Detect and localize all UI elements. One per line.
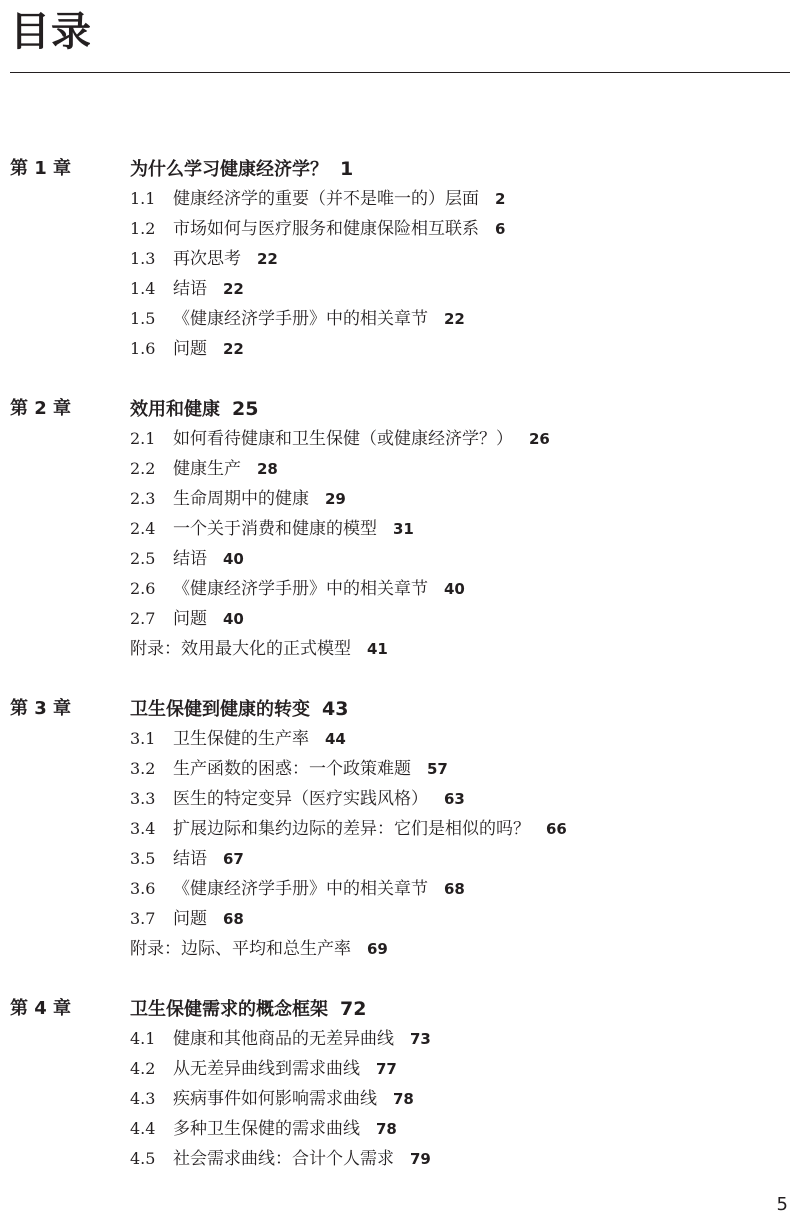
section-page-number: 78: [376, 1120, 397, 1138]
section-title: 社会需求曲线：合计个人需求: [173, 1149, 394, 1169]
section-number: 1.1: [130, 189, 156, 208]
section-title: 医生的特定变异（医疗实践风格）: [173, 789, 428, 809]
chapter-3: [0, 694, 800, 964]
section-list: [0, 724, 800, 964]
section-page-number: 22: [223, 340, 244, 358]
toc-entry[interactable]: [0, 724, 800, 754]
chapter-label: 第 3 章: [10, 698, 72, 719]
section-number: 3.1: [130, 729, 156, 748]
section-number: 4.3: [130, 1089, 156, 1108]
section-list: [0, 424, 800, 664]
page-title: 目录: [10, 9, 92, 55]
section-title-line: [173, 544, 244, 574]
section-number: 1.2: [130, 219, 156, 238]
section-number: 1.5: [130, 309, 156, 328]
chapter-page-number: 1: [340, 158, 354, 180]
toc-entry[interactable]: [0, 274, 800, 304]
section-list: [0, 184, 800, 364]
section-page-number: 22: [223, 280, 244, 298]
section-list: [0, 1024, 800, 1174]
section-number: 3.6: [130, 879, 156, 898]
section-title: 问题: [173, 609, 207, 629]
toc-entry[interactable]: [0, 1144, 800, 1174]
section-page-number: 40: [223, 610, 244, 628]
section-title: 生产函数的困惑：一个政策难题: [173, 759, 411, 779]
toc-entry[interactable]: [0, 424, 800, 454]
section-number: 4.2: [130, 1059, 156, 1078]
section-number: 4.5: [130, 1149, 156, 1168]
toc-entry[interactable]: [0, 904, 800, 934]
section-title-line: [173, 454, 278, 484]
section-number: 2.2: [130, 459, 156, 478]
chapter-title-line: [130, 994, 366, 1025]
chapter-heading[interactable]: [0, 154, 800, 184]
toc-entry[interactable]: [0, 214, 800, 244]
section-page-number: 57: [427, 760, 448, 778]
section-number: 1.6: [130, 339, 156, 358]
section-title: 生命周期中的健康: [173, 489, 309, 509]
section-title-line: [173, 424, 550, 454]
section-title: 一个关于消费和健康的模型: [173, 519, 377, 539]
section-title-line: [173, 484, 346, 514]
section-page-number: 68: [223, 910, 244, 928]
section-page-number: 6: [495, 220, 506, 238]
section-page-number: 40: [223, 550, 244, 568]
section-title: 卫生保健的生产率: [173, 729, 309, 749]
section-number: 2.7: [130, 609, 156, 628]
toc-appendix-entry[interactable]: [0, 934, 800, 964]
appendix-title-line: [130, 634, 388, 664]
toc-entry[interactable]: [0, 454, 800, 484]
section-title: 多种卫生保健的需求曲线: [173, 1119, 360, 1139]
toc-entry[interactable]: [0, 1084, 800, 1114]
section-title-line: [173, 274, 244, 304]
section-title-line: [173, 214, 505, 244]
section-number: 3.2: [130, 759, 156, 778]
section-title-line: [173, 844, 244, 874]
section-number: 4.1: [130, 1029, 156, 1048]
chapter-title-line: [130, 154, 353, 185]
section-title-line: [173, 184, 505, 214]
section-title: 市场如何与医疗服务和健康保险相互联系: [173, 219, 479, 239]
appendix-title: 附录：效用最大化的正式模型: [130, 639, 351, 659]
section-title: 健康生产: [173, 459, 241, 479]
section-number: 2.6: [130, 579, 156, 598]
section-page-number: 22: [444, 310, 465, 328]
appendix-page-number: 69: [367, 940, 388, 958]
toc-entry[interactable]: [0, 874, 800, 904]
section-page-number: 63: [444, 790, 465, 808]
section-page-number: 78: [393, 1090, 414, 1108]
toc-entry[interactable]: [0, 244, 800, 274]
section-number: 4.4: [130, 1119, 156, 1138]
section-page-number: 67: [223, 850, 244, 868]
chapter-page-number: 25: [232, 398, 259, 420]
section-title-line: [173, 814, 567, 844]
section-title-line: [173, 874, 465, 904]
toc-entry[interactable]: [0, 544, 800, 574]
section-title-line: [173, 604, 244, 634]
section-title-line: [173, 1084, 414, 1114]
section-number: 3.3: [130, 789, 156, 808]
toc-entry[interactable]: [0, 784, 800, 814]
section-page-number: 22: [257, 250, 278, 268]
toc-entry[interactable]: [0, 1024, 800, 1054]
section-number: 2.1: [130, 429, 156, 448]
toc-entry[interactable]: [0, 514, 800, 544]
section-title-line: [173, 1024, 431, 1054]
chapter-page-number: 43: [322, 698, 349, 720]
section-title-line: [173, 724, 346, 754]
section-title: 再次思考: [173, 249, 241, 269]
title-divider: [10, 72, 790, 73]
toc-entry[interactable]: [0, 844, 800, 874]
section-page-number: 31: [393, 520, 414, 538]
section-title-line: [173, 574, 465, 604]
chapter-title: 效用和健康: [130, 399, 220, 420]
page-number: 5: [776, 1194, 788, 1215]
chapter-heading[interactable]: [0, 694, 800, 724]
toc-entry[interactable]: [0, 814, 800, 844]
section-page-number: 26: [529, 430, 550, 448]
chapter-2: [0, 394, 800, 664]
section-title-line: [173, 304, 465, 334]
section-title: 问题: [173, 909, 207, 929]
toc-entry[interactable]: [0, 604, 800, 634]
toc-entry[interactable]: [0, 1114, 800, 1144]
appendix-title-line: [130, 934, 388, 964]
chapter-4: [0, 994, 800, 1174]
section-page-number: 66: [546, 820, 567, 838]
chapter-heading[interactable]: [0, 394, 800, 424]
section-number: 1.3: [130, 249, 156, 268]
chapter-title: 为什么学习健康经济学？: [130, 159, 328, 180]
section-number: 2.3: [130, 489, 156, 508]
section-page-number: 29: [325, 490, 346, 508]
toc-appendix-entry[interactable]: [0, 634, 800, 664]
chapter-1: [0, 154, 800, 364]
section-page-number: 79: [410, 1150, 431, 1168]
section-title: 《健康经济学手册》中的相关章节: [173, 309, 428, 329]
chapter-heading[interactable]: [0, 994, 800, 1024]
section-title: 结语: [173, 849, 207, 869]
section-title-line: [173, 334, 244, 364]
toc-entry[interactable]: [0, 1054, 800, 1084]
toc-entry[interactable]: [0, 484, 800, 514]
section-number: 2.4: [130, 519, 156, 538]
chapter-title-line: [130, 694, 348, 725]
section-title: 问题: [173, 339, 207, 359]
section-page-number: 68: [444, 880, 465, 898]
toc-entry[interactable]: [0, 304, 800, 334]
section-page-number: 2: [495, 190, 506, 208]
section-title-line: [173, 244, 278, 274]
section-title: 如何看待健康和卫生保健（或健康经济学？）: [173, 429, 513, 449]
chapter-page-number: 72: [340, 998, 367, 1020]
section-title: 《健康经济学手册》中的相关章节: [173, 579, 428, 599]
appendix-title: 附录：边际、平均和总生产率: [130, 939, 351, 959]
chapter-label: 第 2 章: [10, 398, 72, 419]
appendix-page-number: 41: [367, 640, 388, 658]
section-title-line: [173, 1144, 431, 1174]
toc-entry[interactable]: [0, 754, 800, 784]
section-number: 1.4: [130, 279, 156, 298]
section-title-line: [173, 904, 244, 934]
section-page-number: 44: [325, 730, 346, 748]
section-number: 2.5: [130, 549, 156, 568]
section-title: 疾病事件如何影响需求曲线: [173, 1089, 377, 1109]
section-page-number: 73: [410, 1030, 431, 1048]
section-title: 结语: [173, 549, 207, 569]
section-title: 健康和其他商品的无差异曲线: [173, 1029, 394, 1049]
section-page-number: 28: [257, 460, 278, 478]
section-title-line: [173, 1054, 397, 1084]
chapter-title-line: [130, 394, 258, 425]
section-page-number: 40: [444, 580, 465, 598]
chapter-title: 卫生保健需求的概念框架: [130, 999, 328, 1020]
toc-list: [0, 154, 800, 1204]
section-title-line: [173, 1114, 397, 1144]
section-number: 3.7: [130, 909, 156, 928]
section-title: 结语: [173, 279, 207, 299]
section-title-line: [173, 784, 465, 814]
section-title-line: [173, 754, 448, 784]
section-title: 健康经济学的重要（并不是唯一的）层面: [173, 189, 479, 209]
chapter-label: 第 4 章: [10, 998, 72, 1019]
chapter-title: 卫生保健到健康的转变: [130, 699, 310, 720]
section-number: 3.4: [130, 819, 156, 838]
chapter-label: 第 1 章: [10, 158, 72, 179]
toc-entry[interactable]: [0, 184, 800, 214]
section-page-number: 77: [376, 1060, 397, 1078]
section-title: 从无差异曲线到需求曲线: [173, 1059, 360, 1079]
toc-entry[interactable]: [0, 574, 800, 604]
section-title: 《健康经济学手册》中的相关章节: [173, 879, 428, 899]
section-title-line: [173, 514, 414, 544]
section-number: 3.5: [130, 849, 156, 868]
section-title: 扩展边际和集约边际的差异：它们是相似的吗？: [173, 819, 530, 839]
toc-entry[interactable]: [0, 334, 800, 364]
